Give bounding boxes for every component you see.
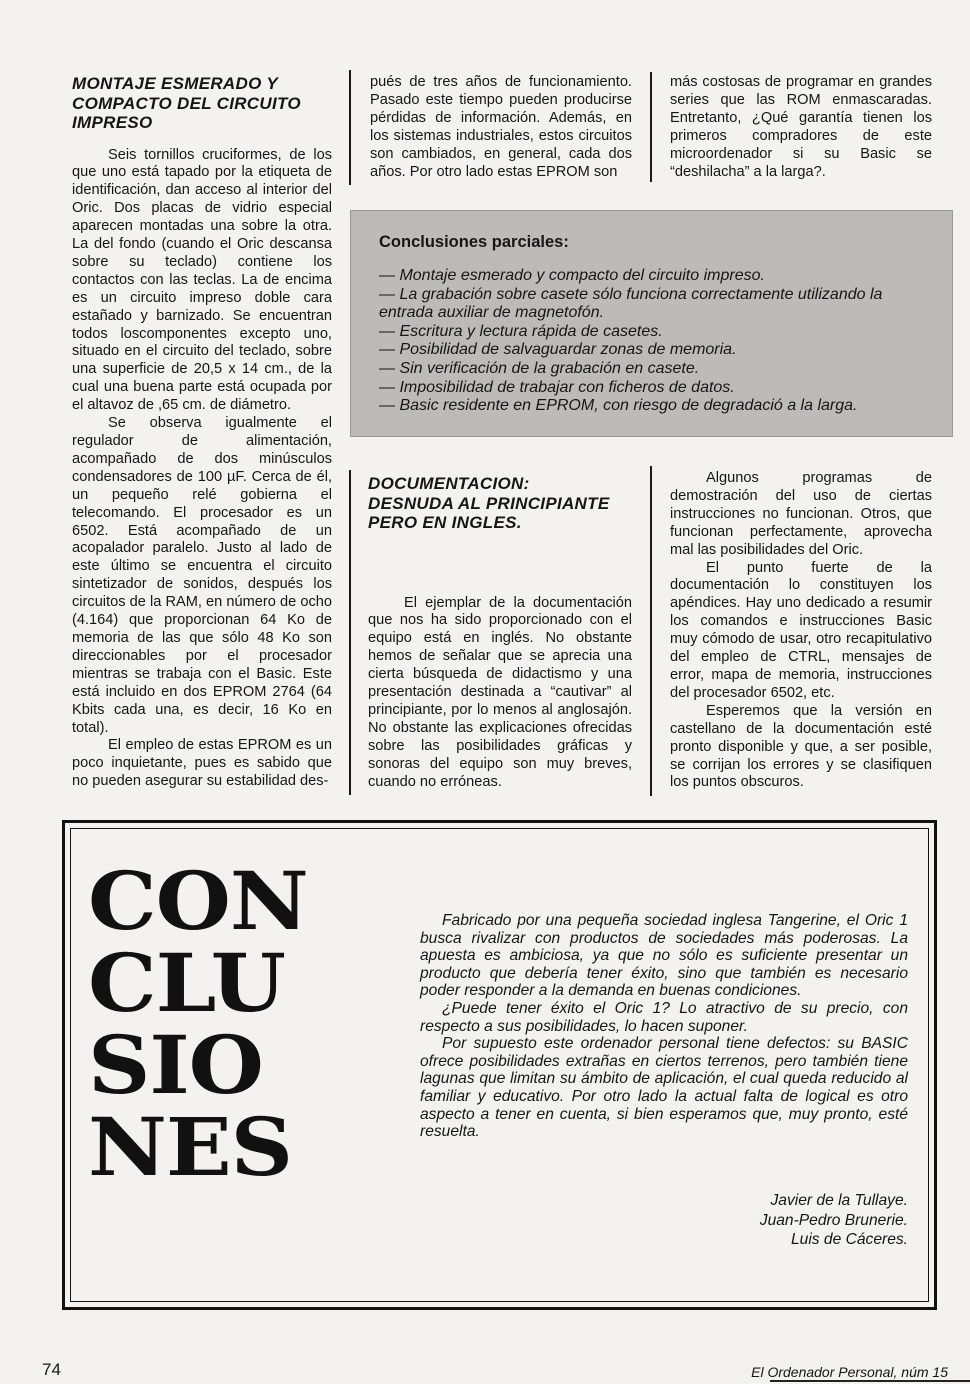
column-3-top [670, 74, 932, 181]
list-item: — Montaje esmerado y compacto del circuito impreso. [379, 267, 765, 284]
column-rule [349, 70, 351, 185]
page-number: 74 [42, 1360, 61, 1379]
list-item: — La grabación sobre casete sólo funciona correctamente utilizando la entrada auxiliar de magnetofón. [379, 285, 883, 322]
column-rule [650, 466, 652, 796]
author-name: Juan-Pedro Brunerie. [759, 1211, 908, 1229]
conclusions-list [379, 267, 939, 416]
partial-conclusions-box [350, 210, 953, 437]
list-item: — Basic residente en EPROM, con riesgo de degradació a la larga. [379, 397, 858, 415]
column-2-top [370, 74, 632, 181]
author-name: Luis de Cáceres. [790, 1231, 908, 1248]
body-paragraph: El ejemplar de la documentación que nos ha sido proporcionado con el equipo está en inglés. No obstante hemos de señalar que se aprecia una cierta búsqueda de didactismo y una presentación destinada a “cautivar” al principiante, por lo menos al anglosajón. No obstante las explicaciones ofrecidas sobre las posibilidades gráficas y sonoras del equipo son muy breves, cuando no erróneas. [368, 594, 632, 790]
conclusions-text [420, 912, 908, 1141]
column-1 [72, 74, 332, 791]
magazine-footer: El Ordenador Personal, núm 15 [751, 1364, 948, 1380]
body-paragraph: El empleo de estas EPROM es un poco inquietante, pues es sabido que no pueden asegurar su estabilidad des- [72, 737, 332, 790]
body-paragraph: Se observa igualmente el regulador de alimentación, acompañado de dos minúsculos condensadores de 100 µF. Cerca de él, un pequeño relé gobierna el telecomando. El procesador es un 6502. Está acompañado de un acopalador paralelo. Justo al lado de este último se encuentra el circuito sintetizador de sonidos, después los circuitos de la RAM, en número de ocho (4.164) que proporcionan 64 Ko de memoria de las que sólo 48 Ko son direccionables por el procesador mientras se trabaja con el Basic. Este está incluido en dos EPROM 2764 (64 Kbits cada una, es decir, 16 Ko en total). [72, 415, 332, 736]
author-name: Javier de la Tullaye. [770, 1192, 908, 1209]
conclusions-title-line: NES [88, 1100, 292, 1194]
body-paragraph: Esperemos que la versión en castellano de la documentación esté pronto disponible y que, a ser posible, se corrijan los errores y se clasifiquen los puntos obscuros. [670, 702, 932, 791]
section-heading-montaje: MONTAJE ESMERADO Y COMPACTO DEL CIRCUITO IMPRESO [72, 74, 301, 132]
section-heading-documentacion: DOCUMENTACION: DESNUDA AL PRINCIPIANTE PERO EN INGLES. [368, 474, 610, 532]
column-3-bottom [670, 470, 932, 792]
body-paragraph: más costosas de programar en grandes series que las ROM enmascaradas. Entretanto, ¿Qué garantía tienen los primeros compradores de este microordenador si su Basic se “deshilacha” a la larga?. [670, 74, 932, 180]
conclusions-title-line: CON [88, 854, 308, 948]
column-rule [349, 470, 351, 795]
column-rule [650, 72, 652, 182]
conclusions-title [88, 854, 308, 1194]
conclusions-title-line: SIO [88, 1018, 263, 1112]
conclusions-paragraph: Fabricado por una pequeña sociedad inglesa Tangerine, el Oric 1 busca rivalizar con productos de sociedades más poderosas. La apuesta es ambiciosa, ya que no sólo es suficiente presentar un producto que debería tener éxito, sino que también es necesario poder responder a la demanda en buenas condiciones. [420, 912, 908, 1000]
column-2-bottom [368, 474, 632, 791]
conclusions-paragraph: Por supuesto este ordenador personal tiene defectos: su BASIC ofrece posibilidades extrañas en ciertos terrenos, pero también tiene lagunas que limitan su ámbito de aplicación, el cual queda reducido al familiar y educativo. Por otro lado la actual falta de logical es otro aspecto a tener en cuenta, si bien esperamos que, muy pronto, esté resuelta. [420, 1035, 908, 1141]
authors-signature [760, 1191, 908, 1250]
list-item: — Sin verificación de la grabación en casete. [379, 359, 700, 377]
conclusions-title-line: CLU [88, 936, 285, 1030]
body-paragraph: pués de tres años de funcionamiento. Pasado este tiempo pueden producirse pérdidas de información. Además, en los sistemas industriales, estos circuitos son cambiados, en general, cada dos años. Por otro lado estas EPROM son [370, 74, 632, 180]
footer-rule [770, 1380, 970, 1382]
body-paragraph: Algunos programas de demostración del uso de ciertas instrucciones no funcionan. Otros, que funcionan perfectamente, aprovecha mal las posibilidades del Oric. [670, 470, 932, 558]
list-item: — Escritura y lectura rápida de casetes. [379, 322, 663, 340]
list-item: — Posibilidad de salvaguardar zonas de memoria. [379, 341, 737, 359]
body-paragraph: Seis tornillos cruciformes, de los que uno está tapado por la etiqueta de identificación, dan acceso al interior del Oric. Dos placas de vidrio especial aparecen montadas una sobre la otra. La del fondo (cuando el Oric descansa sobre su teclado) contiene los contactos con las teclas. La de encima es un circuito impreso doble cara estañado y barnizado. Se encuentran todos loscomponentes excepto uno, situado en el circuito del teclado, sobre una superficie de 20,5 x 14 cm., de la cual una buena parte está ocupada por el altavoz de ,65 cm. de diámetro. [72, 146, 332, 414]
box-title: Conclusiones parciales: [379, 233, 569, 251]
list-item: — Imposibilidad de trabajar con ficheros de datos. [379, 378, 735, 396]
body-paragraph: El punto fuerte de la documentación lo constituyen los apéndices. Hay uno dedicado a resumir los comandos e instrucciones Basic muy cómodo de usar, otro recapitulativo del empleo de CTRL, mensajes de error, mapa de memoria, instrucciones del procesador 6502, etc. [670, 559, 932, 701]
conclusions-paragraph: ¿Puede tener éxito el Oric 1? Lo atractivo de su precio, con respecto a sus posibilidades, lo hacen suponer. [420, 999, 908, 1035]
